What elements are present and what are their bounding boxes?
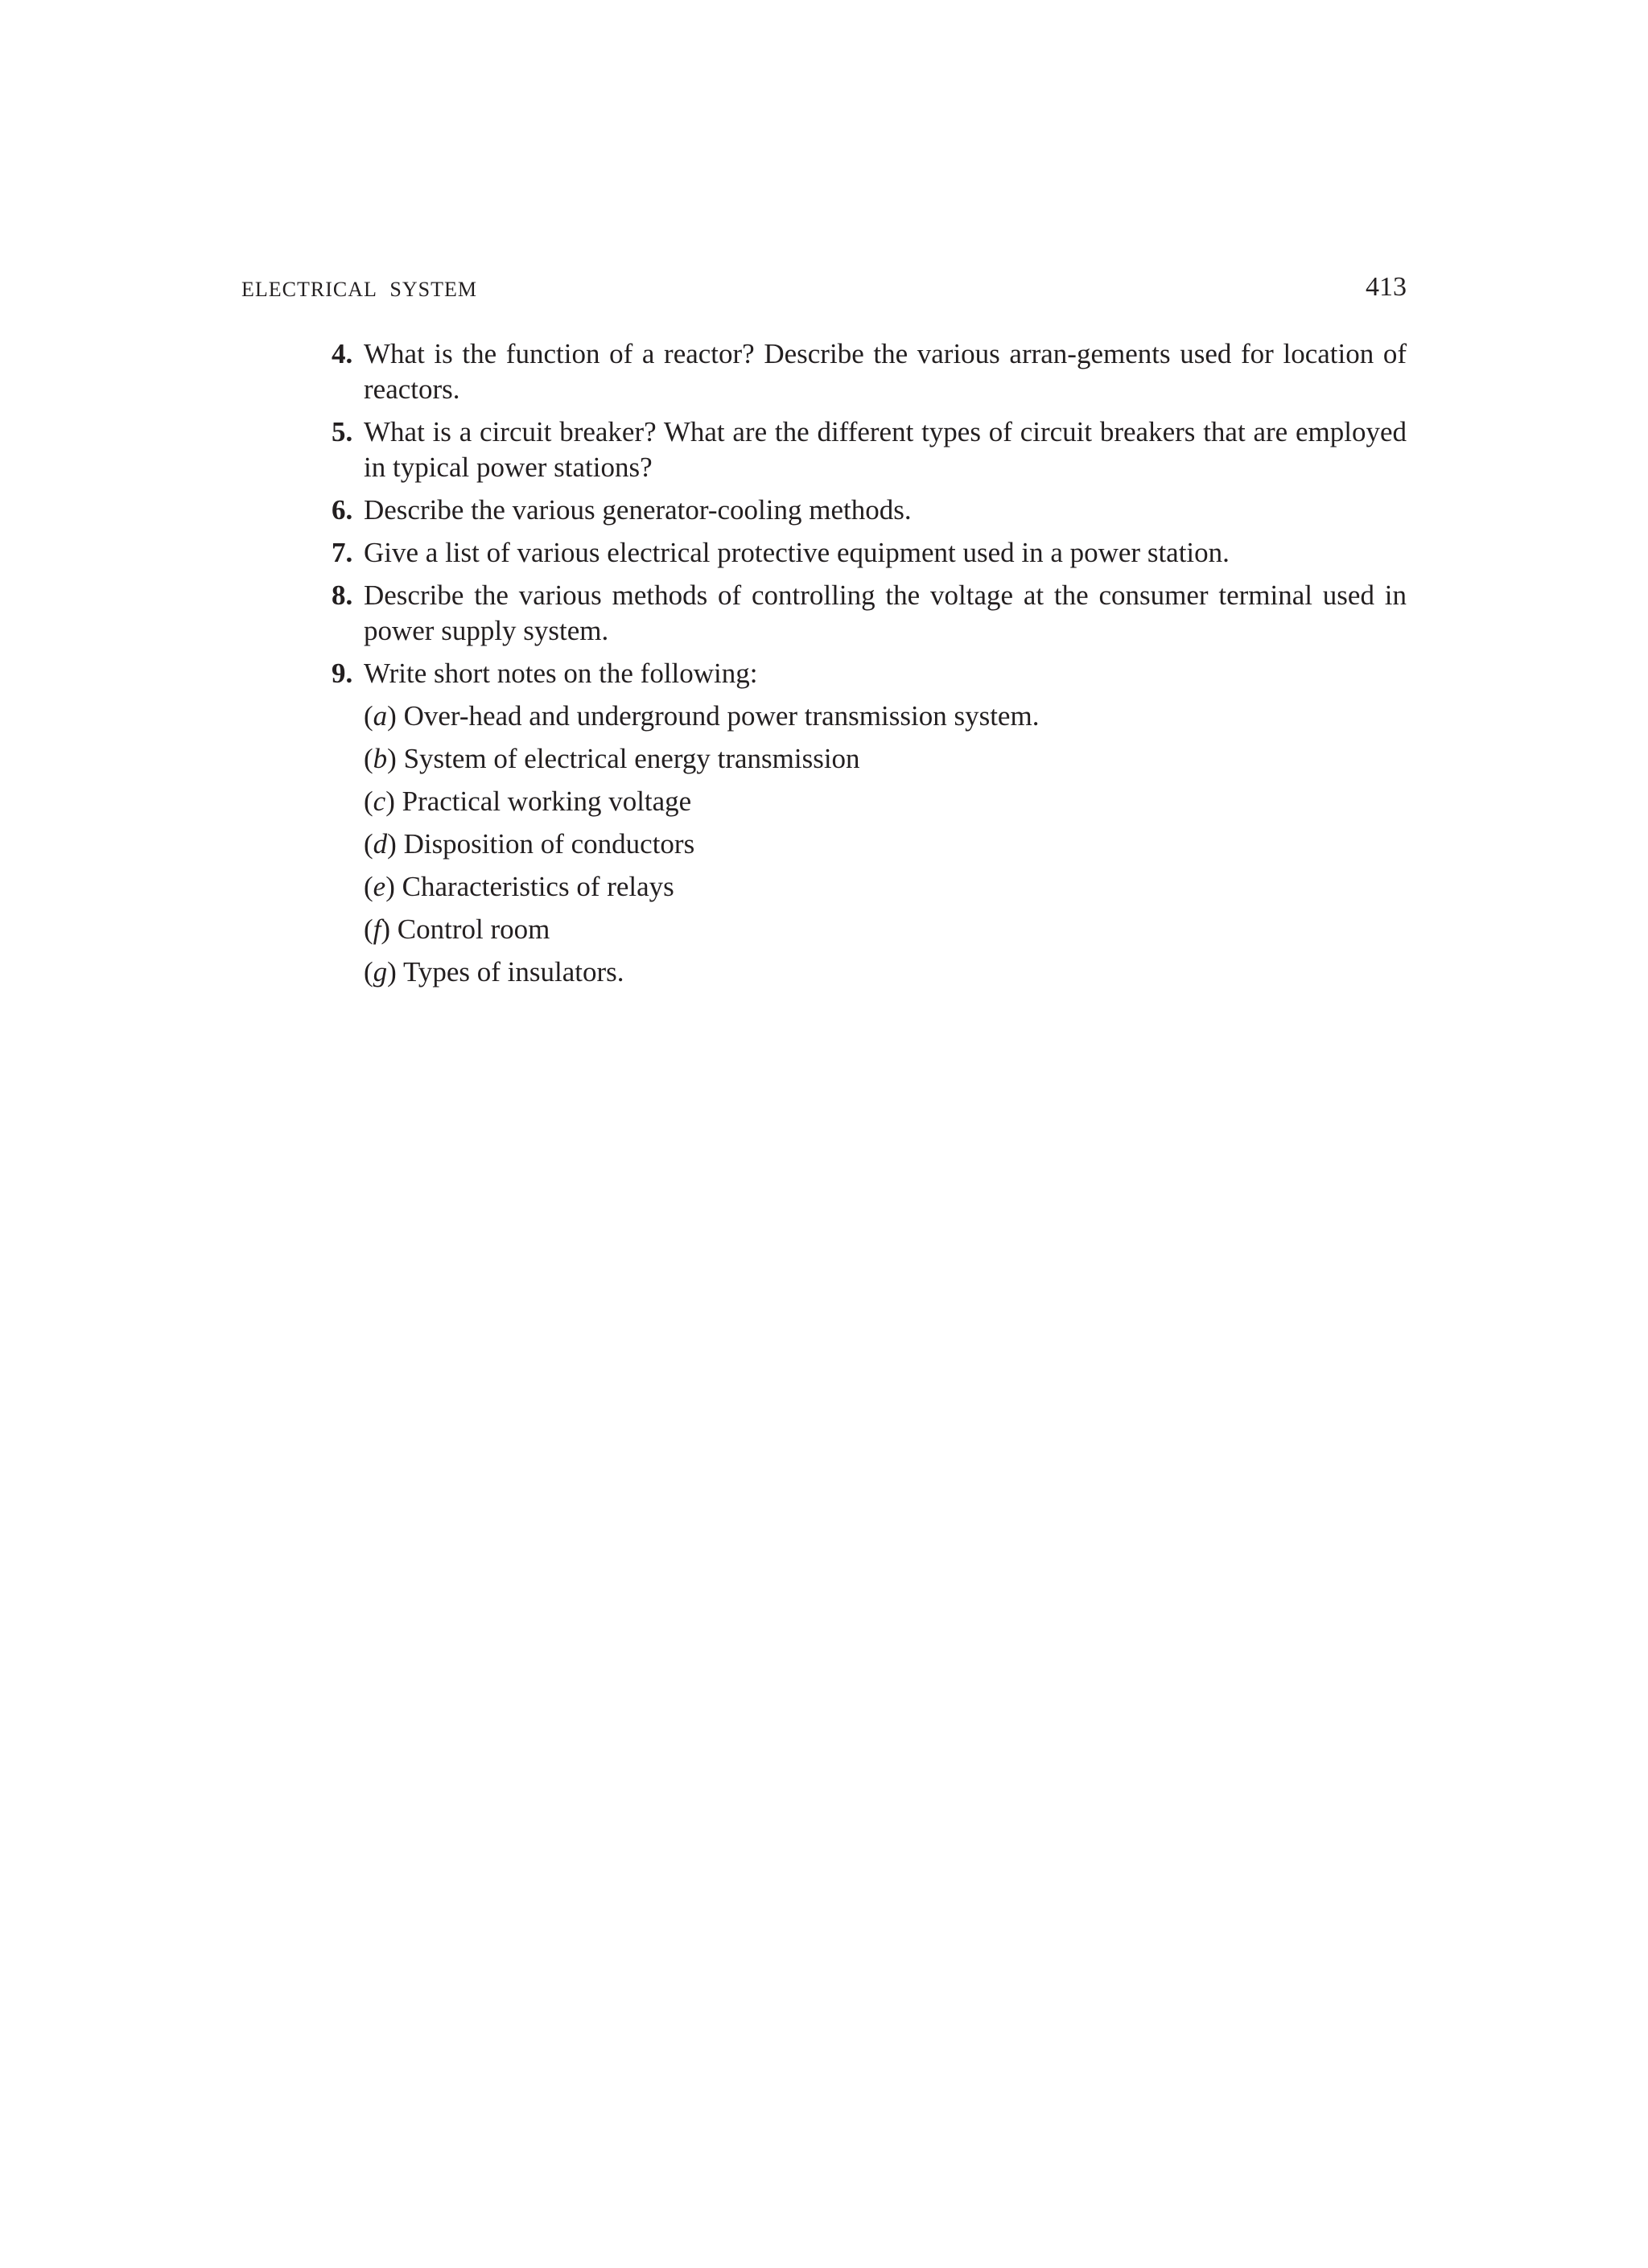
subitem-text: Control room (397, 913, 550, 945)
question-item (332, 336, 1407, 407)
subitem-list (364, 699, 1407, 990)
subitem: (b) System of electrical energy transmission (364, 743, 860, 774)
question-item (332, 535, 1407, 571)
question-item (332, 414, 1407, 485)
question-number: 5. (332, 416, 353, 447)
question-item (332, 656, 1407, 990)
question-item (332, 578, 1407, 649)
subitem: (a) Over-head and underground power transmission system. (364, 700, 1040, 732)
question-item (332, 493, 1407, 528)
subitem: (g) Types of insulators. (364, 956, 624, 988)
question-list (332, 336, 1407, 997)
question-number: 4. (332, 338, 353, 369)
subitem-text: Types of insulators. (402, 956, 624, 988)
question-number: 7. (332, 537, 353, 568)
question-text: Give a list of various electrical protective equipment used in a power station. (364, 537, 1230, 568)
subitem-text: Over-head and underground power transmission system. (403, 700, 1040, 732)
question-text: Describe the various generator-cooling methods. (364, 494, 912, 526)
subitem: (f) Control room (364, 913, 550, 945)
subitem-letter: g (373, 956, 388, 988)
question-number: 8. (332, 579, 353, 611)
subitem-letter: f (373, 913, 381, 945)
question-number: 9. (332, 658, 353, 689)
subitem: (d) Disposition of conductors (364, 828, 695, 860)
subitem-text: Practical working voltage (402, 786, 692, 817)
question-text: What is the function of a reactor? Describe the various arran-gements used for location of reactors. (364, 338, 1407, 405)
subitem-text: System of electrical energy transmission (403, 743, 860, 774)
subitem-letter: c (373, 786, 386, 817)
page-number: 413 (1366, 272, 1407, 302)
running-head-word: ELECTRICAL (241, 278, 377, 301)
subitem-letter: a (373, 700, 388, 732)
question-text: Describe the various methods of controlling the voltage at the consumer terminal used in power supply system. (364, 579, 1407, 646)
subitem: (e) Characteristics of relays (364, 871, 674, 902)
question-text: Write short notes on the following: (364, 658, 758, 689)
question-number: 6. (332, 494, 353, 526)
question-text: What is a circuit breaker? What are the different types of circuit breakers that are employed in typical power stations? (364, 416, 1407, 483)
subitem-text: Disposition of conductors (403, 828, 695, 860)
running-head (241, 278, 484, 302)
subitem-letter: d (373, 828, 388, 860)
running-head-word: SYSTEM (389, 278, 477, 301)
subitem: (c) Practical working voltage (364, 786, 692, 817)
subitem-text: Characteristics of relays (402, 871, 674, 902)
subitem-letter: e (373, 871, 386, 902)
subitem-letter: b (373, 743, 388, 774)
